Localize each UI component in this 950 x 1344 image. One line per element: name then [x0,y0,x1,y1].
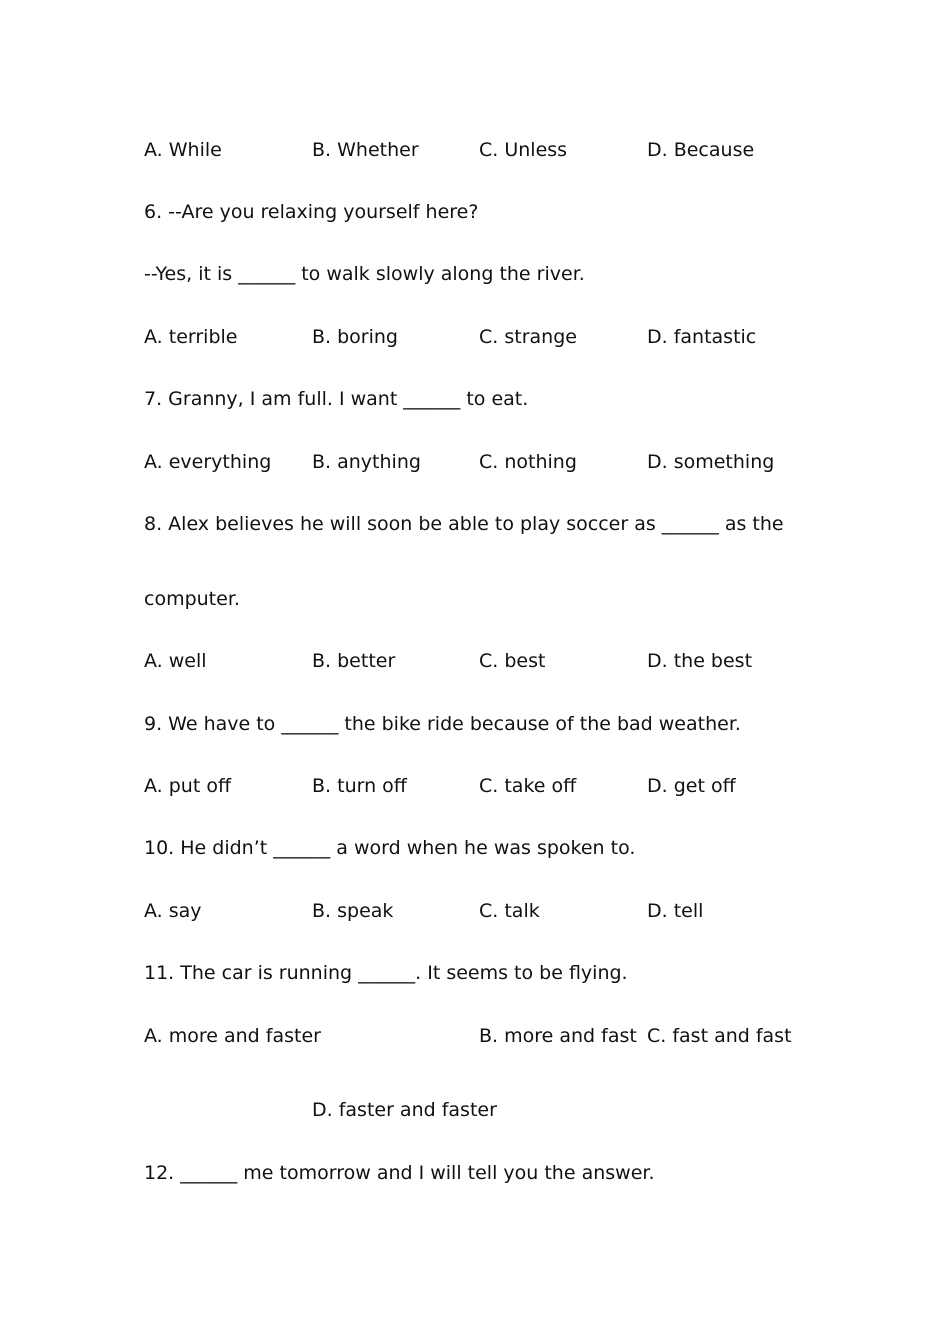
q6-option-d: D. fantastic [647,326,757,348]
q6-option-c: C. strange [479,326,577,348]
q10-option-d: D. tell [647,900,704,922]
q10-option-a: A. say [144,900,202,922]
q11-question: 11. The car is running ______. It seems to be flying. [144,962,628,984]
q6-question-line1: 6. --Are you relaxing yourself here? [144,201,479,223]
q8-option-d: D. the best [647,650,753,672]
q11-option-a: A. more and faster [144,1025,321,1047]
q8-option-a: A. well [144,650,207,672]
q7-question: 7. Granny, I am full. I want ______ to eat. [144,388,529,410]
q9-question: 9. We have to ______ the bike ride because of the bad weather. [144,713,741,735]
q8-question-line1: 8. Alex believes he will soon be able to play soccer as ______ as the [144,513,784,535]
q7-option-a: A. everything [144,451,272,473]
q11-option-d: D. faster and faster [312,1099,497,1121]
q9-option-a: A. put off [144,775,232,797]
q10-option-c: C. talk [479,900,540,922]
q5-option-d: D. Because [647,139,755,161]
q12-question: 12. ______ me tomorrow and I will tell you the answer. [144,1162,655,1184]
q10-question: 10. He didn’t ______ a word when he was spoken to. [144,837,636,859]
q5-option-b: B. Whether [312,139,419,161]
q10-option-b: B. speak [312,900,394,922]
q6-option-b: B. boring [312,326,398,348]
q5-option-a: A. While [144,139,222,161]
q11-option-b: B. more and fast [479,1025,637,1047]
q9-option-c: C. take off [479,775,577,797]
q5-option-c: C. Unless [479,139,568,161]
q6-option-a: A. terrible [144,326,238,348]
q6-question-line2: --Yes, it is ______ to walk slowly along the river. [144,263,585,285]
q9-option-d: D. get off [647,775,736,797]
q7-option-b: B. anything [312,451,421,473]
q9-option-b: B. turn off [312,775,407,797]
q7-option-d: D. something [647,451,775,473]
q8-option-c: C. best [479,650,546,672]
q7-option-c: C. nothing [479,451,577,473]
q8-option-b: B. better [312,650,396,672]
q11-option-c: C. fast and fast [647,1025,792,1047]
q8-question-line2: computer. [144,588,240,610]
